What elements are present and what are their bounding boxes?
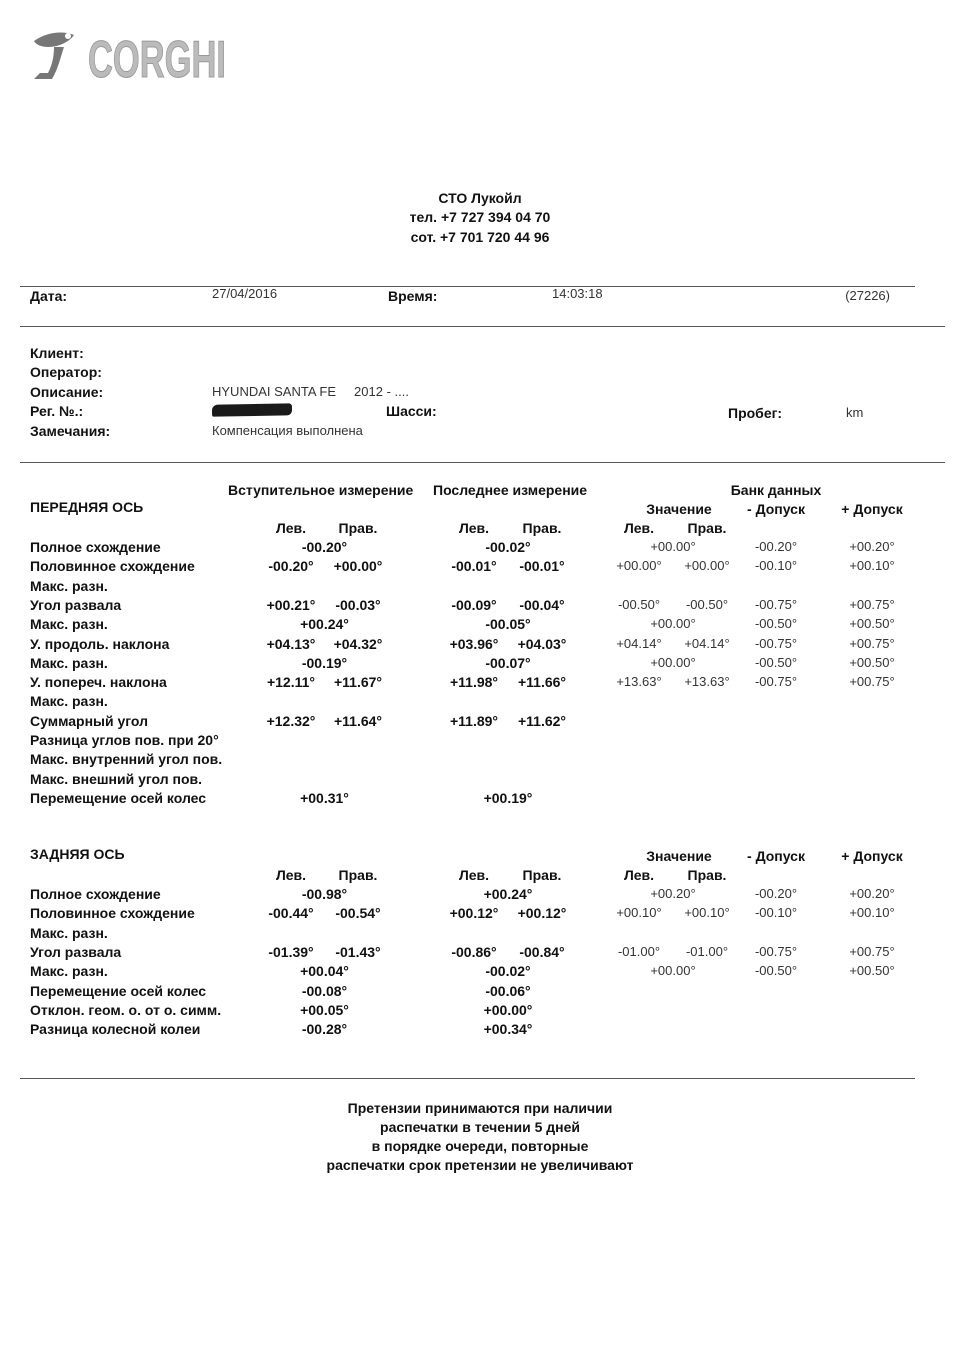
remarks-value: Компенсация выполнена — [212, 423, 363, 438]
cell-tp: +00.50° — [849, 654, 895, 670]
cell-i-c: -00.08° — [301, 982, 348, 999]
cell-f-r: -00.01° — [519, 558, 565, 575]
station-name: СТО Лукойл — [438, 190, 522, 206]
row-label: Макс. разн. — [30, 654, 108, 671]
final-measurement-header: Последнее измерение — [433, 482, 588, 498]
footer-line: распечатки срок претензии не увеличивают — [326, 1157, 634, 1173]
cell-f-l: -00.86° — [451, 943, 497, 960]
cell-d-l: +13.63° — [616, 674, 662, 690]
cell-tp: +00.50° — [849, 616, 895, 632]
cell-f-r: +04.03° — [517, 635, 567, 652]
cell-tp: +00.75° — [849, 674, 895, 690]
footer-line: в порядке очереди, повторные — [371, 1138, 589, 1154]
cell-tm: -00.10° — [754, 558, 798, 574]
cell-tm: -00.20° — [754, 539, 798, 554]
row-label: Отклон. геом. о. от о. симм. — [30, 1001, 222, 1018]
row-label: Перемещение осей колес — [30, 789, 207, 806]
cell-f-l: +11.98° — [449, 674, 499, 691]
tol-plus-header: + Допуск — [841, 501, 903, 517]
cell-f-c: -00.05° — [485, 616, 531, 633]
cell-tp: +00.75° — [849, 943, 895, 959]
divider — [20, 286, 915, 287]
row-label: Угол развала — [30, 943, 122, 960]
row-label: Суммарный угол — [30, 712, 149, 729]
row-label: Макс. разн. — [30, 693, 108, 710]
cell-d-l: -01.00° — [617, 943, 661, 959]
cell-f-r: +11.66° — [517, 674, 567, 691]
cell-f-c: -00.02° — [485, 963, 531, 980]
time-label: Время: — [388, 288, 438, 304]
cell-i-r: -01.43° — [335, 943, 381, 960]
record-number: (27226) — [845, 288, 890, 303]
col-right-final: Прав. — [522, 867, 562, 883]
cell-f-r: +00.12° — [517, 905, 567, 922]
cell-i-l: +04.13° — [266, 635, 316, 652]
cell-d-c: +00.00° — [650, 616, 696, 632]
cell-f-c: -00.02° — [485, 539, 531, 555]
row-label: Полное схождение — [30, 886, 161, 902]
cell-i-c: +00.31° — [300, 789, 349, 806]
cell-tm: -00.75° — [754, 596, 798, 612]
cell-tm: -00.50° — [754, 963, 798, 979]
chassis-label: Шасси: — [386, 403, 437, 419]
cell-f-c: +00.19° — [483, 789, 533, 806]
cell-f-l: -00.09° — [451, 596, 497, 613]
cell-i-l: +12.11° — [266, 674, 316, 691]
cell-d-l: +04.14° — [616, 635, 662, 651]
row-label: Угол развала — [30, 596, 122, 613]
divider — [20, 462, 945, 463]
initial-measurement-header: Вступительное измерение — [228, 482, 414, 498]
station-mobile: сот. +7 701 720 44 96 — [410, 229, 550, 245]
cell-tm: -00.75° — [754, 674, 798, 690]
cell-i-r: +00.00° — [333, 558, 383, 575]
cell-f-c: +00.00° — [483, 1001, 533, 1018]
col-left-initial: Лев. — [275, 867, 307, 883]
row-label: У. попереч. наклона — [30, 674, 167, 691]
col-left-final: Лев. — [458, 520, 490, 536]
logo-text: CORGHI — [88, 31, 226, 89]
cell-tp: +00.75° — [849, 596, 895, 612]
database-header: Банк данных — [730, 482, 822, 498]
tol-minus-header: - Допуск — [747, 848, 805, 864]
footer-line: распечатки в течении 5 дней — [380, 1119, 580, 1135]
col-left-initial: Лев. — [275, 520, 307, 536]
reg-label: Рег. №.: — [30, 403, 84, 419]
cell-f-r: +11.62° — [517, 712, 567, 729]
col-left-db: Лев. — [623, 520, 655, 536]
row-label: Полное схождение — [30, 539, 161, 555]
col-right-db: Прав. — [687, 520, 727, 536]
divider — [20, 1078, 915, 1079]
cell-tp: +00.75° — [849, 635, 895, 651]
row-label: Макс. разн. — [30, 963, 108, 980]
footer-line: Претензии принимаются при наличии — [347, 1100, 613, 1116]
cell-i-c: +00.04° — [300, 963, 349, 980]
cell-f-l: +00.12° — [449, 905, 499, 922]
row-label: Макс. внешний угол пов. — [30, 770, 203, 787]
cell-i-r: -00.54° — [335, 905, 381, 922]
time-value: 14:03:18 — [552, 286, 603, 301]
col-left-db: Лев. — [623, 867, 655, 883]
row-label: Макс. разн. — [30, 924, 108, 941]
cell-f-r: -00.84° — [519, 943, 565, 960]
cell-i-l: +12.32° — [266, 712, 316, 729]
cell-d-r: +00.00° — [684, 558, 730, 574]
row-label: Половинное схождение — [30, 905, 195, 922]
mileage-label: Пробег: — [728, 405, 783, 421]
cell-tm: -00.75° — [754, 635, 798, 651]
cell-i-c: -00.28° — [301, 1021, 348, 1038]
cell-i-l: -00.20° — [268, 558, 314, 575]
cell-tp: +00.50° — [849, 963, 895, 979]
row-label: Макс. разн. — [30, 616, 108, 633]
description-label: Описание: — [30, 384, 104, 400]
cell-d-c: +00.00° — [650, 539, 696, 554]
cell-tp: +00.20° — [849, 539, 895, 554]
cell-f-l: -00.01° — [451, 558, 497, 575]
cell-d-r: -00.50° — [685, 596, 729, 612]
cell-i-c: -00.20° — [301, 539, 348, 555]
cell-f-c: -00.06° — [485, 982, 531, 999]
cell-tp: +00.10° — [849, 558, 895, 574]
value-header: Значение — [646, 501, 712, 517]
date-label: Дата: — [30, 288, 68, 304]
cell-i-r: +04.32° — [333, 635, 383, 652]
row-label: Разница колесной колеи — [30, 1021, 201, 1038]
row-label: У. продоль. наклона — [30, 635, 170, 652]
cell-f-l: +11.89° — [449, 712, 499, 729]
cell-tm: -00.50° — [754, 654, 798, 670]
cell-i-r: -00.03° — [335, 596, 381, 613]
description-value: HYUNDAI SANTA FE 2012 - .... — [212, 384, 409, 399]
cell-tm: -00.20° — [754, 886, 798, 901]
value-header: Значение — [646, 848, 712, 864]
cell-d-r: +04.14° — [684, 635, 730, 651]
tol-minus-header: - Допуск — [747, 501, 805, 517]
cell-d-c: +00.00° — [650, 654, 696, 670]
tol-plus-header: + Допуск — [841, 848, 903, 864]
col-left-final: Лев. — [458, 867, 490, 883]
cell-i-l: +00.21° — [266, 596, 316, 613]
remarks-label: Замечания: — [30, 423, 111, 439]
cell-f-l: +03.96° — [449, 635, 499, 652]
cell-tm: -00.10° — [754, 905, 798, 921]
client-label: Клиент: — [30, 345, 84, 361]
rear-axle-title: ЗАДНЯЯ ОСЬ — [30, 846, 125, 862]
row-label: Разница углов пов. при 20° — [30, 732, 219, 748]
col-right-initial: Прав. — [338, 867, 378, 883]
cell-d-r: -01.00° — [685, 943, 729, 959]
cell-d-l: -00.50° — [617, 596, 661, 612]
cell-i-r: +11.67° — [333, 674, 383, 691]
cell-d-l: +00.00° — [616, 558, 662, 574]
col-right-db: Прав. — [687, 867, 727, 883]
cell-f-c: +00.24° — [483, 886, 533, 902]
mileage-unit: km — [846, 405, 864, 420]
cell-i-c: +00.05° — [300, 1001, 349, 1018]
cell-i-c: +00.24° — [300, 616, 349, 633]
col-right-initial: Прав. — [338, 520, 378, 536]
cell-d-l: +00.10° — [616, 905, 662, 921]
col-right-final: Прав. — [522, 520, 562, 536]
cell-tp: +00.20° — [849, 886, 895, 901]
cell-d-r: +00.10° — [684, 905, 730, 921]
cell-d-c: +00.20° — [650, 886, 696, 901]
cell-f-c: -00.07° — [485, 654, 531, 671]
corghi-logo — [30, 25, 230, 87]
cell-i-l: -00.44° — [268, 905, 314, 922]
cell-tp: +00.10° — [849, 905, 895, 921]
cell-d-c: +00.00° — [650, 963, 696, 979]
cell-f-r: -00.04° — [519, 596, 565, 613]
cell-d-r: +13.63° — [684, 674, 730, 690]
operator-label: Оператор: — [30, 364, 102, 380]
cell-tm: -00.75° — [754, 943, 798, 959]
cell-i-c: -00.19° — [301, 654, 348, 671]
row-label: Половинное схождение — [30, 558, 195, 575]
bird-icon — [34, 33, 74, 79]
cell-tm: -00.50° — [754, 616, 798, 632]
cell-i-r: +11.64° — [333, 712, 383, 729]
divider — [20, 326, 945, 327]
row-label: Макс. разн. — [30, 577, 108, 594]
station-phone: тел. +7 727 394 04 70 — [409, 209, 551, 225]
front-axle-title: ПЕРЕДНЯЯ ОСЬ — [30, 499, 144, 515]
row-label: Макс. внутренний угол пов. — [30, 751, 223, 768]
cell-f-c: +00.34° — [483, 1021, 533, 1038]
redacted-plate — [212, 403, 292, 416]
row-label: Перемещение осей колес — [30, 982, 207, 999]
cell-i-l: -01.39° — [268, 943, 314, 960]
cell-i-c: -00.98° — [301, 886, 348, 902]
date-value: 27/04/2016 — [212, 286, 278, 301]
